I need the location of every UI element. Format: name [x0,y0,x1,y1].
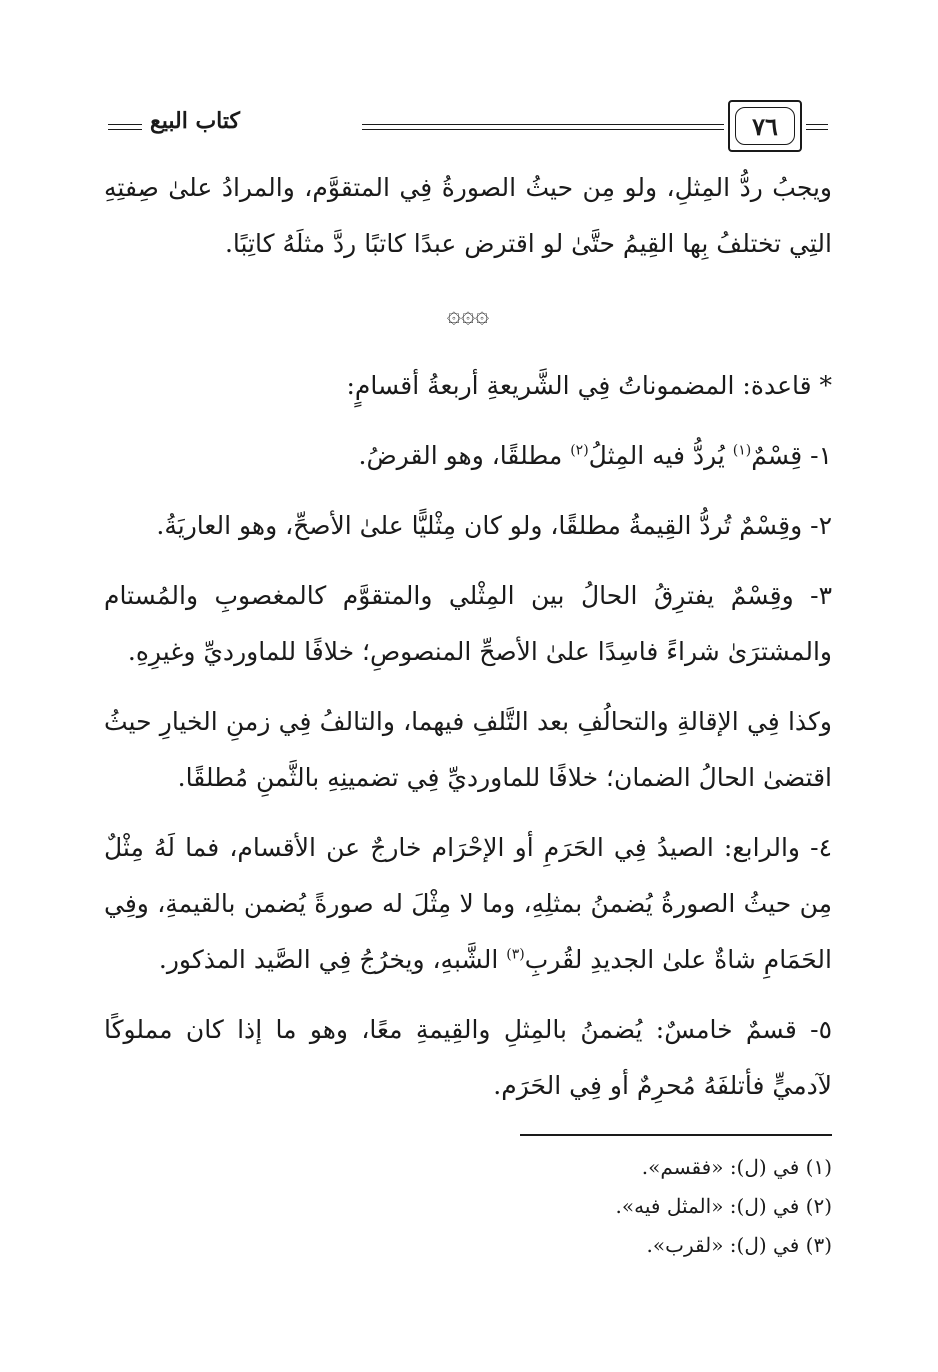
footnote-2: (٢) في (ل): «المثل فيه». [615,1194,832,1218]
list-item-4 [104,820,832,988]
list-item-1 [104,428,832,484]
footnote-separator [520,1134,832,1136]
paragraph-iqala: وكذا فِي الإقالةِ والتحالُفِ بعد التَّلفِ فيهما، والتالفُ فِي زمنِ الخيارِ حيثُ اقتضىٰ الحالُ الضمان؛ خلافًا للماورديِّ فِي تضمينِهِ بالثَّمنِ مُطلقًا. [104,707,832,792]
paragraph-mithl: ويجبُ ردُّ المِثلِ، ولو مِن حيثُ الصورةُ فِي المتقوَّم، والمرادُ علىٰ صِفتِهِ التِي تختلفُ بِها القِيمُ حتَّىٰ لو اقترض عبدًا كاتبًا ردَّ مثلَهُ كاتِبًا. [104,173,832,258]
item-1-end: مطلقًا، وهو القرضُ. [358,441,571,470]
footnote-ref-1[interactable]: (١) [732,442,752,459]
running-title: كتاب البيع [150,108,240,134]
header-rule-left [108,124,142,130]
footnote-1: (١) في (ل): «فقسم». [641,1155,832,1179]
footnotes [520,1148,832,1265]
main-text [104,160,832,1128]
list-item-2: ٢- وقِسْمٌ تُردُّ القِيمةُ مطلقًا، ولو كان مِثْليًّا علىٰ الأصحِّ، وهو العاريَةُ. [156,511,832,540]
footnote-3: (٣) في (ل): «لقرب». [646,1233,832,1257]
item-1-start: ١- قِسْمٌ [751,441,832,470]
item-4-end: الشَّبهِ، ويخرُجُ فِي الصَّيد المذكور. [158,945,507,974]
item-4-start: ٤- والرابع: الصيدُ فِي الحَرَمِ أو الإحْرَام خارجٌ عن الأقسام، فما لَهُ مِثْلٌ مِن حيثُ الصورةُ يُضمنُ بمثلِهِ، وما لا مِثْلَ له صورةً يُضمن بالقيمةِ، وفِي الحَمَامِ شاةٌ علىٰ الجديدِ لقُربِ [104,833,832,974]
running-header [108,96,828,162]
header-rule-main [362,124,724,130]
item-1-middle: يُردُّ فيه المِثلُ [588,441,733,470]
section-ornament-icon: ۞۞۞ [446,300,490,328]
list-item-5: ٥- قسمٌ خامسٌ: يُضمنُ بالمِثلِ والقِيمةِ معًا، وهو ما إذا كان مملوكًا لآدميٍّ فأتلفَهُ مُحرِمٌ أو فِي الحَرَم. [104,1015,832,1100]
page-number-frame [728,100,802,152]
rule-heading: * قاعدة: المضموناتُ فِي الشَّريعةِ أربعةُ أقسامٍ: [346,371,832,400]
footnote-ref-3[interactable]: (٣) [506,946,525,963]
footnote-ref-2[interactable]: (٢) [570,442,589,459]
list-item-3: ٣- وقِسْمٌ يفترِقُ الحالُ بين المِثْلي والمتقوَّم كالمغصوبِ والمُستام والمشترَىٰ شراءً فاسِدًا علىٰ الأصحِّ المنصوصِ؛ خلافًا للماورديِّ وغيرِهِ. [104,581,832,666]
page-number: ٧٦ [735,107,795,145]
header-rule-right [806,124,828,130]
